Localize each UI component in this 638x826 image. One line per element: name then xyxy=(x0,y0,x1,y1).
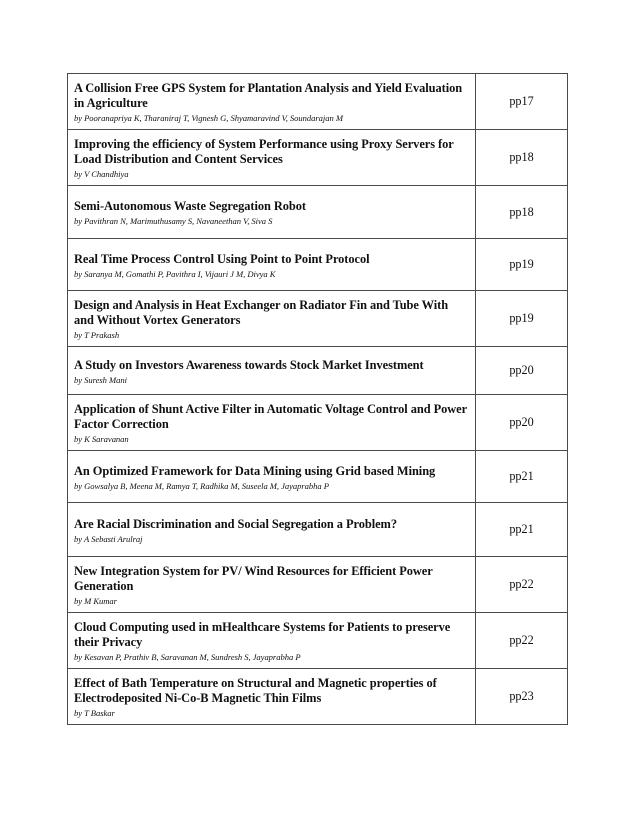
entry-title[interactable]: Semi-Autonomous Waste Segregation Robot xyxy=(74,199,306,213)
table-row xyxy=(68,291,568,347)
entry-authors: by K Saravanan xyxy=(74,434,129,444)
entry-title[interactable]: Improving the efficiency of System Performance using Proxy Servers for Load Distribution and Content Services xyxy=(74,137,454,166)
entry-cell xyxy=(68,669,476,725)
entry-cell xyxy=(68,347,476,395)
entry-authors: by T Baskar xyxy=(74,708,115,718)
table-of-contents xyxy=(67,73,568,725)
entry-cell xyxy=(68,395,476,451)
entry-cell xyxy=(68,613,476,669)
entry-title[interactable]: An Optimized Framework for Data Mining using Grid based Mining xyxy=(74,463,436,478)
entry-cell xyxy=(68,503,476,557)
entry-title[interactable]: Application of Shunt Active Filter in Automatic Voltage Control and Power Factor Correction xyxy=(74,402,467,431)
page-number: pp18 xyxy=(476,130,568,186)
page-number: pp22 xyxy=(476,557,568,613)
page-number: pp17 xyxy=(476,74,568,130)
entry-title[interactable]: A Collision Free GPS System for Plantation Analysis and Yield Evaluation in Agriculture xyxy=(74,81,463,110)
entry-cell xyxy=(68,239,476,291)
entry-title[interactable]: Design and Analysis in Heat Exchanger on Radiator Fin and Tube With and Without Vortex Generators xyxy=(74,298,449,327)
page-number: pp19 xyxy=(476,291,568,347)
entry-authors: by Pooranapriya K, Tharaniraj T, Vignesh G, Shyamaravind V, Soundarajan M xyxy=(74,113,343,123)
page-number: pp19 xyxy=(476,239,568,291)
entry-authors: by Kesavan P, Prathiv B, Saravanan M, Sundresh S, Jayaprabha P xyxy=(74,652,301,662)
page-number: pp20 xyxy=(476,395,568,451)
entry-title[interactable]: Are Racial Discrimination and Social Segregation a Problem? xyxy=(74,516,397,531)
entry-authors: by V Chandhiya xyxy=(74,169,129,179)
entry-authors: by M Kumar xyxy=(74,596,117,606)
entry-title[interactable]: New Integration System for PV/ Wind Resources for Efficient Power Generation xyxy=(74,564,433,593)
entry-cell xyxy=(68,557,476,613)
entry-authors: by A Sebasti Arulraj xyxy=(74,533,143,544)
page-number: pp20 xyxy=(476,347,568,395)
entry-title[interactable]: Real Time Process Control Using Point to Point Protocol xyxy=(74,251,370,266)
page-number: pp18 xyxy=(476,186,568,239)
table-row xyxy=(68,186,568,239)
entry-title[interactable]: A Study on Investors Awareness towards Stock Market Investment xyxy=(74,357,424,372)
entry-cell xyxy=(68,74,476,130)
entry-title[interactable]: Cloud Computing used in mHealthcare Systems for Patients to preserve their Privacy xyxy=(74,620,451,649)
table-row xyxy=(68,347,568,395)
table-row xyxy=(68,557,568,613)
entry-cell xyxy=(68,451,476,503)
entry-authors: by Pavithran N, Marimuthusamy S, Navaneethan V, Siva S xyxy=(74,216,273,226)
table-row xyxy=(68,395,568,451)
page-number: pp21 xyxy=(476,451,568,503)
entry-cell xyxy=(68,130,476,186)
page-number: pp23 xyxy=(476,669,568,725)
table-row xyxy=(68,74,568,130)
entry-authors: by Suresh Mani xyxy=(74,374,127,385)
entry-authors: by T Prakash xyxy=(74,330,120,340)
table-row xyxy=(68,613,568,669)
table-row xyxy=(68,130,568,186)
entry-cell xyxy=(68,291,476,347)
entry-title[interactable]: Effect of Bath Temperature on Structural and Magnetic properties of Electrodeposited Ni-Co-B Magnetic Thin Films xyxy=(74,676,437,705)
table-row xyxy=(68,503,568,557)
entry-cell xyxy=(68,186,476,239)
page-number: pp21 xyxy=(476,503,568,557)
table-row xyxy=(68,451,568,503)
page-number: pp22 xyxy=(476,613,568,669)
entry-authors: by Gowsalya B, Meena M, Ramya T, Radhika M, Suseela M, Jayaprabha P xyxy=(74,480,329,491)
table-row xyxy=(68,239,568,291)
table-row xyxy=(68,669,568,725)
entry-authors: by Saranya M, Gomathi P, Pavithra I, Vijauri J M, Divya K xyxy=(74,268,276,279)
